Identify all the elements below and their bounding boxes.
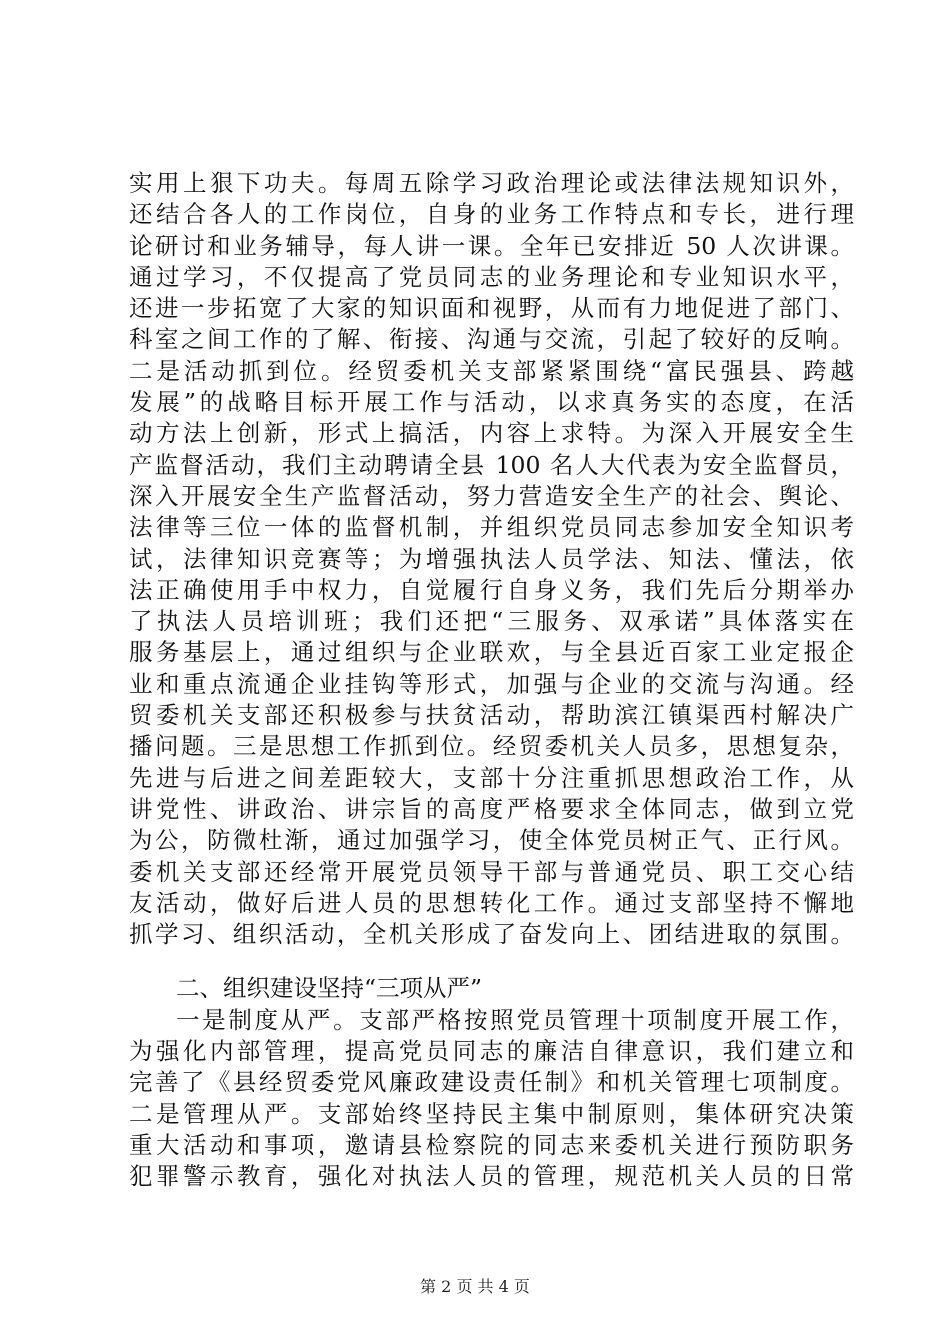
text-line: 犯罪警示教育，强化对执法人员的管理，规范机关人员的日常 [129, 1162, 854, 1191]
text-line: 还进一步拓宽了大家的知识面和视野，从而有力地促进了部门、 [129, 294, 854, 323]
text-line: 发展”的战略目标开展工作与活动，以求真务实的态度，在活 [129, 388, 854, 417]
text-line: 服务基层上，通过组织与企业联欢，与全县近百家工业定报企 [129, 638, 854, 667]
paragraph-1 [129, 168, 854, 950]
text-line: 二是活动抓到位。经贸委机关支部紧紧围绕“富民强县、跨越 [129, 356, 854, 385]
text-line: 为公，防微杜渐，通过加强学习，使全体党员树正气、正行风。 [129, 826, 854, 855]
text-line: 法正确使用手中权力，自觉履行自身义务，我们先后分期举办 [129, 575, 854, 604]
text-line: 了执法人员培训班；我们还把“三服务、双承诺”具体落实在 [129, 607, 854, 636]
text-line: 深入开展安全生产监督活动，努力营造安全生产的社会、舆论、 [129, 481, 854, 510]
text-line: 为强化内部管理，提高党员同志的廉洁自律意识，我们建立和 [129, 1037, 854, 1066]
text-line: 还结合各人的工作岗位，自身的业务工作特点和专长，进行理 [129, 200, 854, 229]
text-line: 二是管理从严。支部始终坚持民主集中制原则，集体研究决策 [129, 1099, 854, 1128]
text-line: 动方法上创新，形式上搞活，内容上求特。为深入开展安全生 [129, 419, 854, 448]
text-line: 抓学习、组织活动，全机关形成了奋发向上、团结进取的氛围。 [129, 920, 854, 949]
text-line: 试，法律知识竞赛等；为增强执法人员学法、知法、懂法，依 [129, 544, 854, 573]
text-line: 播问题。三是思想工作抓到位。经贸委机关人员多，思想复杂， [129, 732, 854, 761]
text-line: 科室之间工作的了解、衔接、沟通与交流，引起了较好的反响。 [129, 325, 854, 354]
text-line: 完善了《县经贸委党风廉政建设责任制》和机关管理七项制度。 [129, 1068, 854, 1097]
text-line: 产监督活动，我们主动聘请全县 100 名人大代表为安全监督员， [129, 450, 854, 479]
text-line: 论研讨和业务辅导，每人讲一课。全年已安排近 50 人次讲课。 [129, 231, 854, 260]
section-heading: 二、组织建设坚持“三项从严” [176, 974, 483, 1003]
text-line: 友活动，做好后进人员的思想转化工作。通过支部坚持不懈地 [129, 888, 854, 917]
text-line: 重大活动和事项，邀请县检察院的同志来委机关进行预防职务 [129, 1130, 854, 1159]
paragraph-gap [129, 950, 854, 973]
paragraph-2 [129, 1005, 854, 1193]
text-line: 法律等三位一体的监督机制，并组织党员同志参加安全知识考 [129, 513, 854, 542]
document-body [129, 168, 854, 1193]
text-line-indented: 一是制度从严。支部严格按照党员管理十项制度开展工作， [176, 1005, 854, 1034]
text-line: 贸委机关支部还积极参与扶贫活动，帮助滨江镇渠西村解决广 [129, 701, 854, 730]
text-line: 实用上狠下功夫。每周五除学习政治理论或法律法规知识外， [129, 169, 854, 197]
text-line: 讲党性、讲政治、讲宗旨的高度严格要求全体同志，做到立党 [129, 794, 854, 823]
text-line: 通过学习，不仅提高了党员同志的业务理论和专业知识水平， [129, 262, 854, 291]
text-line: 先进与后进之间差距较大，支部十分注重抓思想政治工作，从 [129, 763, 854, 792]
text-line: 业和重点流通企业挂钩等形式，加强与企业的交流与沟通。经 [129, 669, 854, 698]
text-line: 委机关支部还经常开展党员领导干部与普通党员、职工交心结 [129, 857, 854, 886]
page-number-footer: 第 2 页 共 4 页 [420, 1277, 530, 1296]
